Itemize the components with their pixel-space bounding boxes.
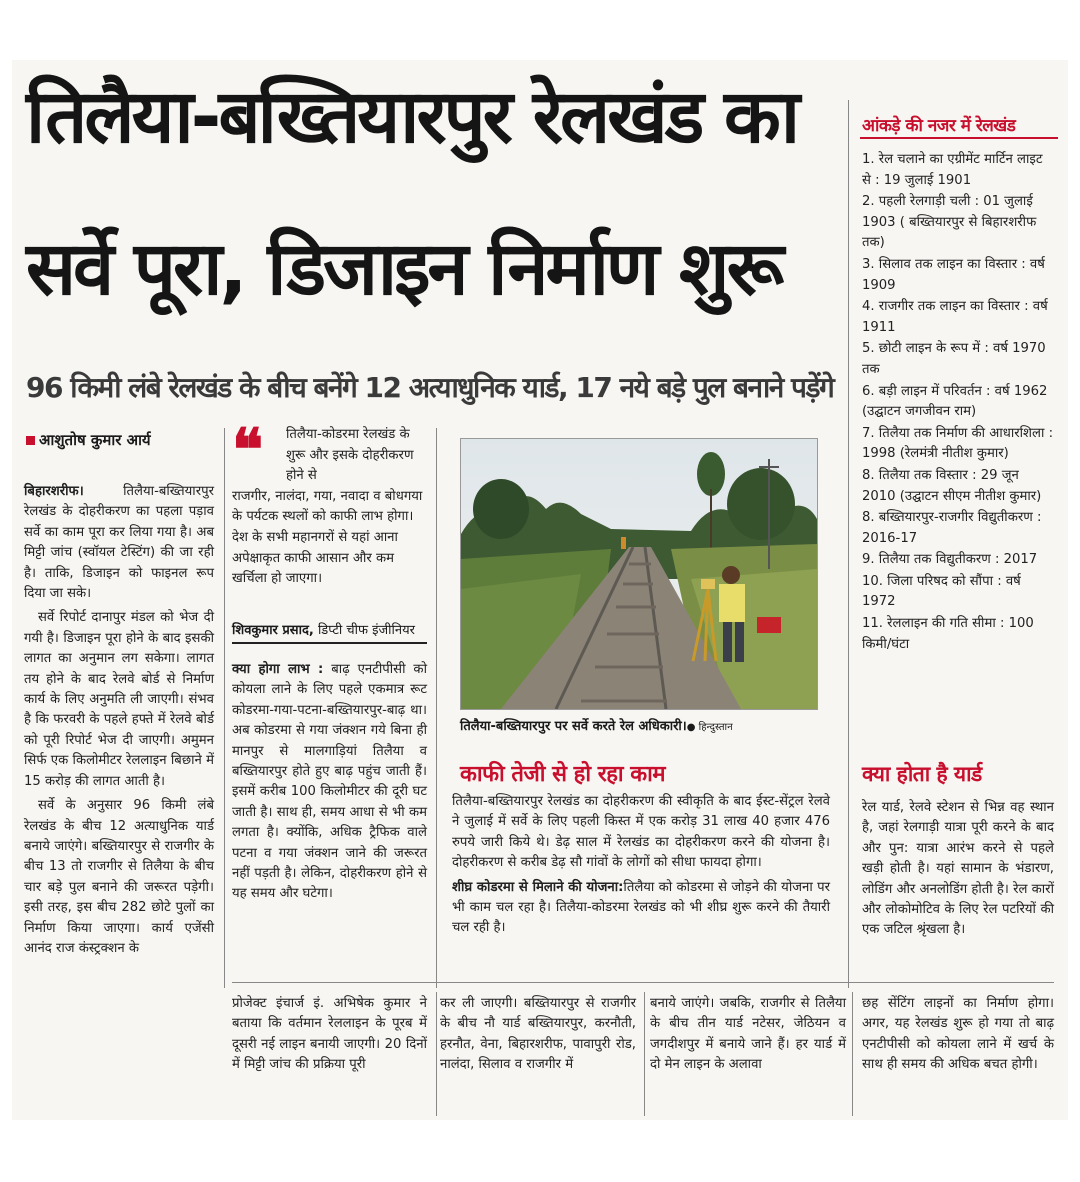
photo-credit: ● हिन्दुस्तान: [686, 722, 733, 733]
yard-heading: क्या होता है यार्ड: [862, 762, 982, 786]
fast-work-plan: [452, 878, 830, 939]
story-continuation-4: छह सेंटिंग लाइनों का निर्माण होगा। अगर, यह रेलखंड शुरू हो गया तो बाढ़ एनटीपीसी को कोयला लाने में खर्च के साथ ही समय की अधिक बचत होगी।: [862, 996, 1054, 1073]
quote-author-title: डिप्टी चीफ इंजीनियर: [317, 623, 415, 638]
survey-photo: [460, 438, 818, 710]
railway-survey-image: [461, 439, 817, 709]
photo-caption: [460, 716, 820, 734]
facts-list: [862, 150, 1054, 656]
subheadline: 96 किमी लंबे रेलखंड के बीच बनेंगे 12 अत्याधुनिक यार्ड, 17 नये बड़े पुल बनाने पड़ेंगे: [26, 371, 834, 404]
fact-item: 4. राजगीर तक लाइन का विस्तार : वर्ष 1911: [862, 299, 1048, 335]
quote-text-full: राजगीर, नालंदा, गया, नवादा व बोधगया के पर्यटक स्थलों को काफी लाभ होगा। देश के सभी महानगरों से यहां आना अपेक्षाकृत काफी आसान और कम खर्चिला हो जाएगा।: [232, 488, 423, 587]
fast-work-text: तिलैया-बख्तियारपुर रेलखंड का दोहरीकरण की स्वीकृति के बाद ईस्ट-सेंट्रल रेलवे ने जुलाई में सर्वे के लिए पहली किस्त में एक करोड़ 31 लाख 40 हजार 476 रुपये जारी किये थे। डेढ़ साल में रेलखंड का दोहरीकरण करने की योजना है। दोहरीकरण से करीब डेढ़ सौ गांवों के लोगों को सीधा फायदा होगा।: [452, 794, 830, 871]
column-divider: [644, 992, 645, 1116]
dateline: बिहारशरीफ।: [24, 484, 84, 499]
plan-label: शीघ्र कोडरमा से मिलाने की योजना:: [452, 879, 624, 895]
story-paragraph-1: [24, 482, 214, 604]
story-paragraph-3: सर्वे के अनुसार 96 किमी लंबे रेलखंड के बीच 12 अत्याधुनिक यार्ड बनाये जाएंगे। बख्तियारपुर से राजगीर के बीच 13 तो राजगीर से तिलैया के बीच चार बड़े पुल बनाने की जरूरत पड़ेगी। इसी तरह, इस बीच 282 छोटे पुलों का निर्माण किया जाएगा। कार्य एजेंसी आनंद राज कंस्ट्रक्शन के: [24, 798, 214, 956]
story-continuation-1: प्रोजेक्ट इंचार्ज इं. अभिषेक कुमार ने बताया कि वर्तमान रेललाइन के पूरब में दूसरी नई लाइन बनायी जाएगी। 20 दिनों में मिट्टी जांच की प्रक्रिया पूरी: [232, 996, 427, 1073]
fact-item: 3. सिलाव तक लाइन का विस्तार : वर्ष 1909: [862, 256, 1045, 293]
byline: [26, 430, 151, 450]
quote-author-name: शिवकुमार प्रसाद,: [232, 623, 314, 638]
column-divider: [436, 992, 437, 1116]
bottom-section-rule: [232, 982, 1054, 983]
quote-text: [232, 425, 427, 590]
column-divider: [848, 100, 849, 988]
column-divider: [224, 428, 225, 988]
fact-item: 8. तिलैया तक विस्तार : 29 जून 2010 (उद्घाटन सीएम नीतीश कुमार): [862, 467, 1042, 504]
byline-marker: [26, 436, 35, 445]
quote-author: [232, 620, 427, 644]
story-continuation-3: बनाये जाएंगे। जबकि, राजगीर से तिलैया के बीच तीन यार्ड नटेसर, जेठियन व जगदीशपुर में बनाये जाने हैं। हर यार्ड में दो मेन लाइन के अलावा: [650, 996, 846, 1073]
fact-item: 11. रेललाइन की गति सीमा : 100 किमी/घंटा: [862, 616, 1034, 652]
story-continuation-2: कर ली जाएगी। बख्तियारपुर से राजगीर के बीच नौ यार्ड बख्तियारपुर, करनौती, हरनौत, वेना, बिहारशरीफ, पावापुरी रोड, नालंदा, सिलाव व राजगीर में: [440, 996, 636, 1073]
sidebar-title-rule: [860, 137, 1058, 139]
yard-body: [862, 798, 1054, 945]
fact-item: 6. बड़ी लाइन में परिवर्तन : वर्ष 1962 (उद्घाटन जगजीवन राम): [862, 383, 1048, 420]
story-paragraph-2: सर्वे रिपोर्ट दानापुर मंडल को भेज दी गयी है। डिजाइन पूरा होने के बाद इसकी लागत का अनुमान लग सकेगा। लागत तय होने के बाद रेलवे बोर्ड से निर्माण कार्य के लिए अनुमति ली जाएगी। संभव है कि फरवरी के पहले हफ्ते में रेलवे बोर्ड को पूरी रिपोर्ट भेज दी जाएगी। अमुमन सिर्फ एक किलोमीटर रेललाइन बिछाने में 15 करोड़ की लागत आती है।: [24, 610, 214, 789]
plan-text: तिलैया को कोडरमा से जोड़ने की योजना पर भी काम चल रहा है। तिलैया-कोडरमा रेलखंड को भी शीघ्र शुरू करने की तैयारी चल रही है।: [452, 879, 830, 936]
quote-mark-icon: ❝: [232, 416, 264, 484]
fact-item: 5. छोटी लाइन के रूप में : वर्ष 1970 तक: [862, 341, 1046, 377]
main-story-column: [24, 482, 214, 963]
byline-author: आशुतोष कुमार आर्य: [39, 431, 151, 449]
fact-item: 7. तिलैया तक निर्माण की आधारशिला : 1998 (रेलमंत्री नीतीश कुमार): [862, 425, 1054, 462]
column-divider: [852, 992, 853, 1116]
benefit-paragraph: [232, 660, 427, 905]
fact-item: 10. जिला परिषद को सौंपा : वर्ष 1972: [862, 573, 1021, 610]
fact-item: 9. तिलैया तक विद्युतीकरण : 2017: [862, 552, 1038, 568]
fast-work-body: [452, 792, 830, 943]
fact-item: 8. बख्तियारपुर-राजगीर विद्युतीकरण : 2016-17: [862, 510, 1042, 546]
headline-line-1: तिलैया-बख्तियारपुर रेलखंड का: [26, 74, 798, 160]
photo-caption-text: तिलैया-बख्तियारपुर पर सर्वे करते रेल अधिकारी।: [460, 719, 687, 734]
benefit-text: बाढ़ एनटीपीसी को कोयला लाने के लिए पहले एकमात्र रूट कोडरमा-गया-पटना-बख्तियारपुर-बाढ़ था। अब कोडरमा से गया जंक्शन गये बिना ही मानपुर से मालगाड़ियां तिलैया व बख्तियारपुर होते हुए बाढ़ पहुंच जाती हैं। इसमें करीब 100 किलोमीटर की दूरी घट जाती है। साथ ही, समय आधा से भी कम लगता है। क्योंकि, अधिक ट्रैफिक वाले पटना व गया जंक्शन जाने की जरूरत नहीं पड़ती है। लेकिन, दोहरीकरण होने से यह समय और घटेगा।: [232, 662, 427, 902]
benefit-label: क्या होगा लाभ :: [232, 662, 324, 677]
headline-line-2: सर्वे पूरा, डिजाइन निर्माण शुरू: [26, 226, 782, 312]
facts-sidebar-title: आंकड़े की नजर में रेलखंड: [862, 116, 1016, 136]
story-text-1: तिलैया-बख्तियारपुर रेलखंड के दोहरीकरण का पहला पड़ाव सर्वे का काम पूरा कर लिया गया है। अब मिट्टी जांच (स्वॉयल टेस्टिंग) की जा रही है। ताकि, डिजाइन को फाइनल रूप दिया जा सके।: [24, 484, 214, 602]
fact-item: 1. रेल चलाने का एग्रीमेंट मार्टिन लाइट से : 19 जुलाई 1901: [862, 152, 1043, 188]
benefit-column: [232, 660, 427, 909]
quote-text-wrap: तिलैया-कोडरमा रेलखंड के शुरू और इसके दोहरीकरण होने से: [286, 427, 414, 484]
fast-work-heading: काफी तेजी से हो रहा काम: [460, 762, 665, 787]
column-divider: [436, 428, 437, 988]
yard-text: रेल यार्ड, रेलवे स्टेशन से भिन्न वह स्थान है, जहां रेलगाड़ी यात्रा पूरी करने के बाद और पुन: यात्रा आरंभ करने से पहले खड़ी होती है। यहां सामान के भंडारण, लोडिंग और अनलोडिंग होती है। रेल कारों और लोकोमोटिव के लिए रेल पटरियों की एक जटिल श्रृंखला है।: [862, 800, 1054, 938]
fact-item: 2. पहली रेलगाड़ी चली : 01 जुलाई 1903 ( बख्तियारपुर से बिहारशरीफ तक): [862, 194, 1037, 251]
